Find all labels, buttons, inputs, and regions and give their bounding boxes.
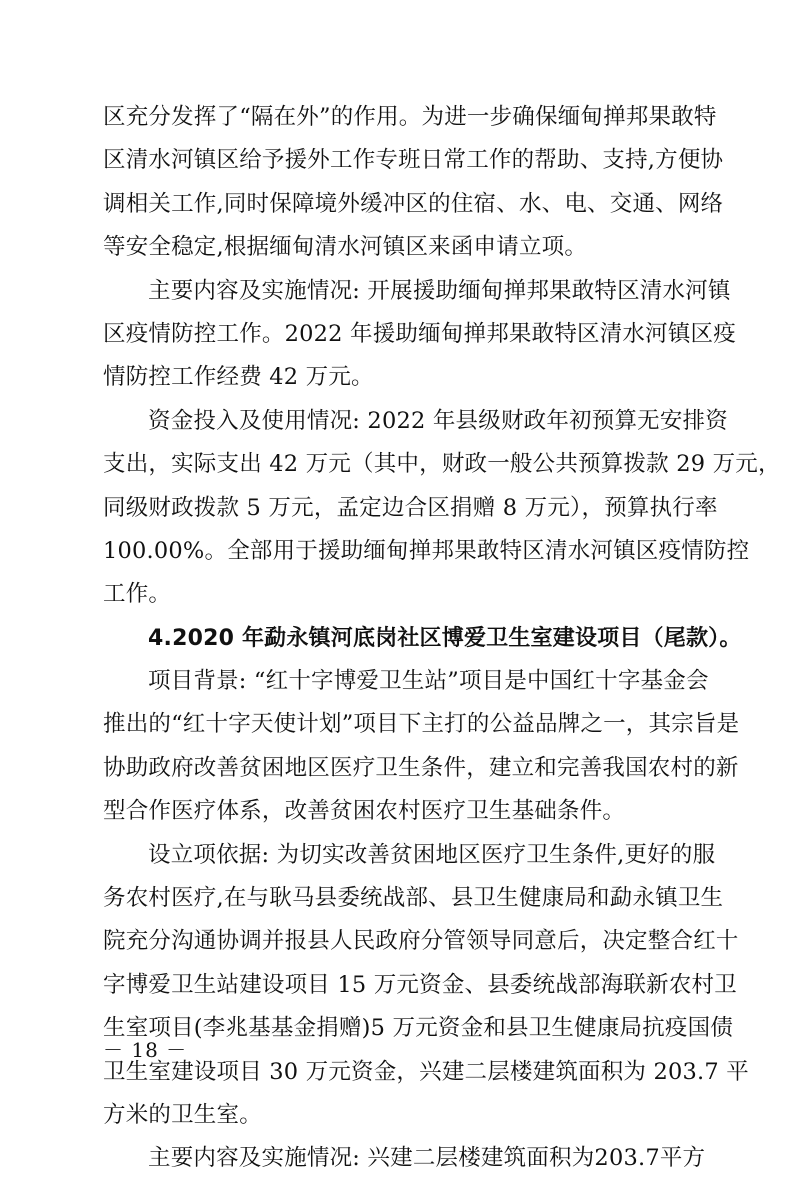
text-line: 工作。 — [103, 581, 172, 608]
body-text — [103, 96, 781, 1181]
text-line: 区清水河镇区给予援外工作专班日常工作的帮助、支持,方便协 — [103, 147, 724, 174]
page-number: － 18 － — [103, 1038, 188, 1062]
text-line: 务农村医疗,在与耿马县委统战部、县卫生健康局和勐永镇卫生 — [103, 885, 724, 912]
text-line: 推出的“红十字天使计划”项目下主打的公益品牌之一，其宗旨是 — [103, 711, 740, 738]
text-line: 区充分发挥了“隔在外”的作用。为进一步确保缅甸掸邦果敢特 — [103, 104, 717, 130]
text-line: 支出，实际支出 42 万元（其中，财政一般公共预算拨款 29 万元， — [103, 451, 781, 478]
text-line: 区疫情防控工作。2022 年援助缅甸掸邦果敢特区清水河镇区疫 — [103, 320, 736, 347]
text-line: 项目背景: “红十字博爱卫生站”项目是中国红十字基金会 — [148, 668, 709, 695]
text-line: 协助政府改善贫困地区医疗卫生条件，建立和完善我国农村的新 — [103, 754, 739, 781]
text-line: 同级财政拨款 5 万元，孟定边合区捐赠 8 万元），预算执行率 — [103, 494, 718, 521]
text-line: 主要内容及实施情况: 开展援助缅甸掸邦果敢特区清水河镇 — [148, 277, 731, 304]
text-line: 调相关工作,同时保障境外缓冲区的住宿、水、电、交通、网络 — [103, 190, 724, 217]
text-line: 字博爱卫生站建设项目 15 万元资金、县委统战部海联新农村卫 — [103, 971, 737, 998]
section-heading: 4.2020 年勐永镇河底岗社区博爱卫生室建设项目（尾款）。 — [148, 625, 742, 651]
text-line: 设立项依据: 为切实改善贫困地区医疗卫生条件,更好的服 — [148, 841, 716, 868]
text-line: 情防控工作经费 42 万元。 — [103, 364, 374, 391]
text-line: 主要内容及实施情况: 兴建二层楼建筑面积为203.7平方 — [148, 1145, 706, 1172]
text-line: 方米的卫生室。 — [103, 1101, 262, 1128]
text-line: 院充分沟通协调并报县人民政府分管领导同意后，决定整合红十 — [103, 928, 739, 955]
text-line: 资金投入及使用情况: 2022 年县级财政年初预算无安排资 — [148, 407, 728, 434]
text-line: 型合作医疗体系，改善贫困农村医疗卫生基础条件。 — [103, 798, 626, 825]
text-line: 卫生室建设项目 30 万元资金，兴建二层楼建筑面积为 203.7 平 — [103, 1058, 749, 1085]
text-line: 100.00%。全部用于援助缅甸掸邦果敢特区清水河镇区疫情防控 — [103, 537, 750, 564]
text-line: 等安全稳定,根据缅甸清水河镇区来函申请立项。 — [103, 234, 588, 261]
text-line: 生室项目(李兆基基金捐赠)5 万元资金和县卫生健康局抗疫国债 — [103, 1015, 734, 1042]
